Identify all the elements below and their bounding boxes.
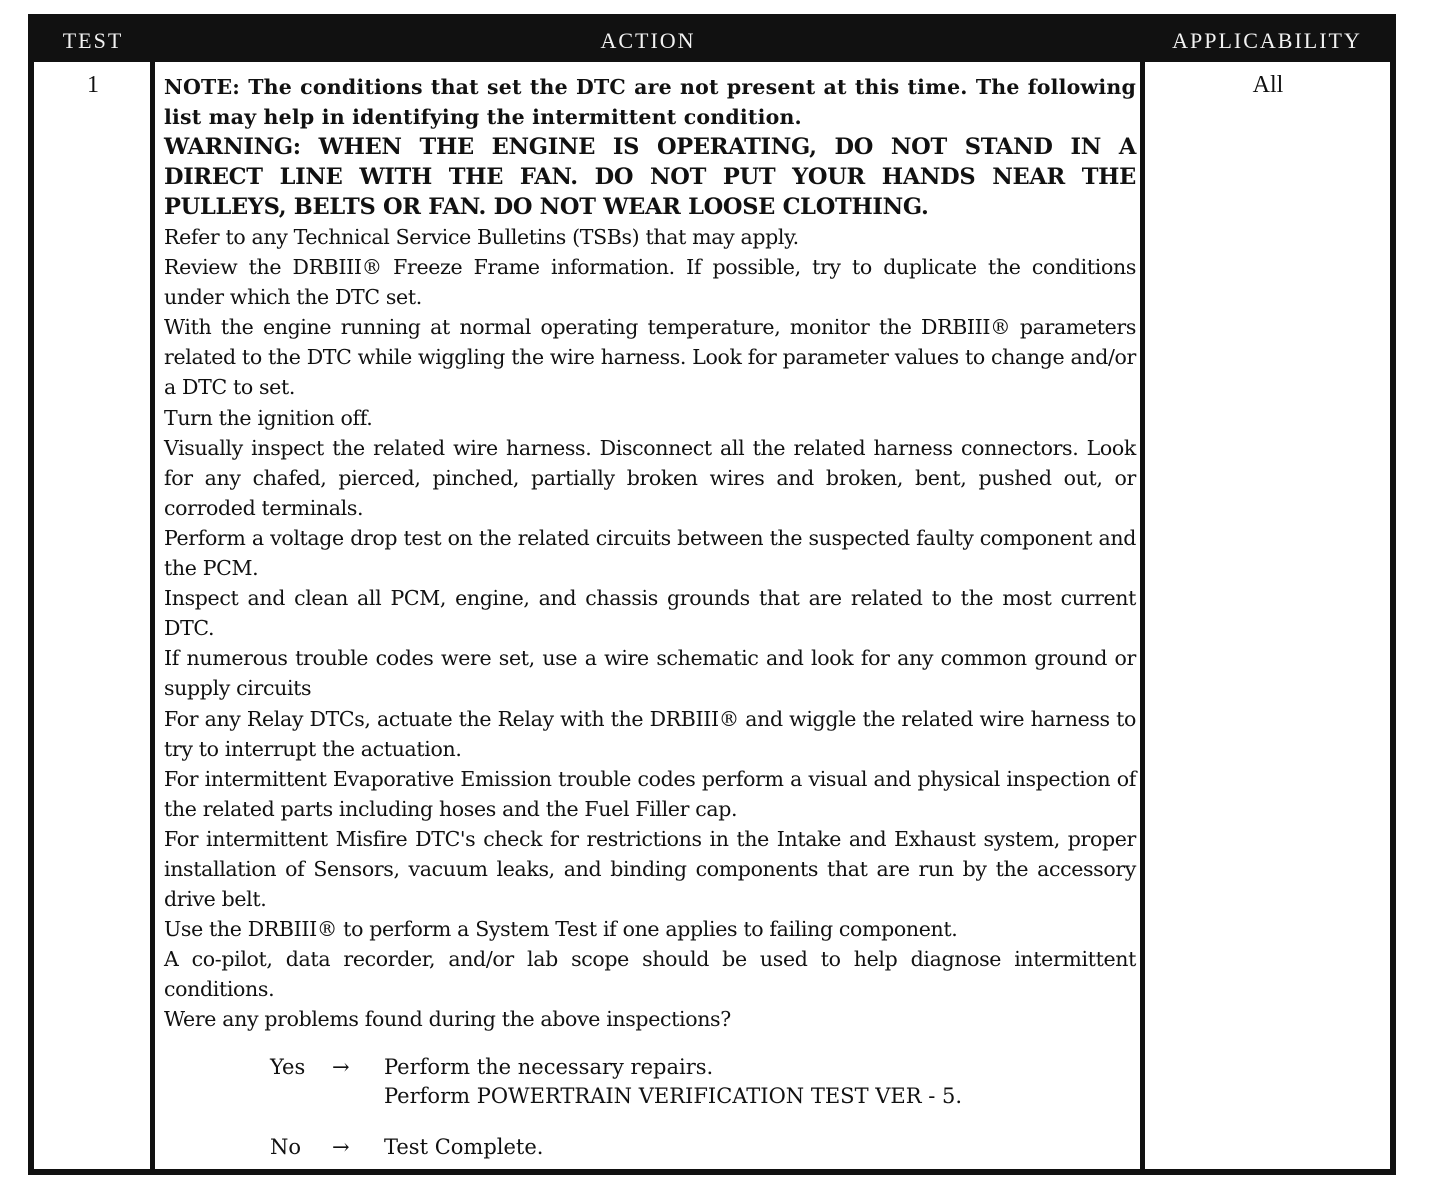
step-text: Inspect and clean all PCM, engine, and chassis grounds that are related to the most current DTC. <box>164 586 1136 641</box>
yes-action-1: Perform the necessary repairs. <box>384 1054 714 1079</box>
step-text: For intermittent Evaporative Emission trouble codes perform a visual and physical inspection of the related parts including hoses and the Fuel Filler cap. <box>164 766 1136 821</box>
step-text: Visually inspect the related wire harness. Disconnect all the related harness connectors. Look for any chafed, pierced, pinched, partially broken wires and broken, bent, pushed out, or corroded terminals. <box>164 435 1136 520</box>
answer-yes-row <box>164 1055 1136 1084</box>
no-label: No <box>270 1134 302 1159</box>
yes-action-2: Perform POWERTRAIN VERIFICATION TEST VER - 5. <box>384 1083 963 1108</box>
step-text: With the engine running at normal operating temperature, monitor the DRBIII® parameters related to the DTC while wiggling the wire harness. Look for parameter values to change and/or a DTC to set. <box>164 315 1136 400</box>
step-text: Turn the ignition off. <box>164 405 373 430</box>
step-text: A co-pilot, data recorder, and/or lab scope should be used to help diagnose intermittent conditions. <box>164 947 1136 1002</box>
step-text: For any Relay DTCs, actuate the Relay with the DRBIII® and wiggle the related wire harness to try to interrupt the actuation. <box>164 706 1136 761</box>
table-header <box>34 20 1390 62</box>
step-text: If numerous trouble codes were set, use a wire schematic and look for any common ground or supply circuits <box>164 646 1136 701</box>
right-arrow-icon: → <box>332 1134 350 1159</box>
column-divider <box>1140 62 1145 1169</box>
answer-yes-row-continued <box>164 1084 1136 1113</box>
applicability-value: All <box>1252 72 1284 98</box>
header-test: TEST <box>62 28 124 53</box>
step-text: Perform a voltage drop test on the related circuits between the suspected faulty component and the PCM. <box>164 525 1136 581</box>
yes-label: Yes <box>270 1054 306 1079</box>
question-text: Were any problems found during the above inspections? <box>164 1007 731 1032</box>
warning-text: WARNING: WHEN THE ENGINE IS OPERATING, DO NOT STAND IN A DIRECT LINE WITH THE FAN. DO NOT PUT YOUR HANDS NEAR THE PULLEYS, BELTS OR FAN. DO NOT WEAR LOOSE CLOTHING. <box>164 134 1136 220</box>
action-cell <box>164 72 1136 1164</box>
step-text: Review the DRBIII® Freeze Frame information. If possible, try to duplicate the conditions under which the DTC set. <box>164 255 1136 310</box>
step-text: Use the DRBIII® to perform a System Test if one applies to failing component. <box>164 917 958 942</box>
diagnostic-table <box>28 14 1396 1175</box>
no-action-1: Test Complete. <box>384 1134 544 1159</box>
answer-branches <box>164 1055 1136 1164</box>
test-number: 1 <box>87 72 99 98</box>
answer-no-row <box>164 1135 1136 1164</box>
right-arrow-icon: → <box>332 1054 350 1079</box>
step-text: For intermittent Misfire DTC's check for restrictions in the Intake and Exhaust system, proper installation of Sensors, vacuum leaks, and binding components that are run by the accessory drive belt. <box>164 826 1136 912</box>
note-text: NOTE: The conditions that set the DTC are not present at this time. The following list may help in identifying the intermittent condition. <box>164 75 1136 129</box>
header-applicability: APPLICABILITY <box>1172 28 1362 53</box>
step-text: Refer to any Technical Service Bulletins (TSBs) that may apply. <box>164 225 799 249</box>
column-divider <box>150 62 155 1169</box>
header-action: ACTION <box>600 28 696 53</box>
